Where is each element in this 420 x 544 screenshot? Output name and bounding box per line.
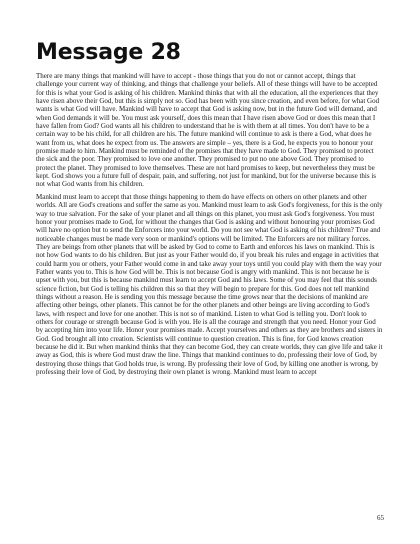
paragraph-1: There are many things that mankind will have to accept - those things that you do not or cannot accept, things that challenge your current way of thinking, and things that challenge your beliefs. All of these things will have to be accepted for this is what your God is asking of his children. Mankind thinks that with all the education, all the experiences that they have risen above their God, but this is simply not so. God has been with you since creation, and even before, for what God wants is what God will have. Mankind will have to accept that God is asking now, but in the future God will demand, and when God demands it will be. You must ask yourself, does this mean that I have risen above God or does this mean that I have fallen from God? God wants all his children to understand that he is with them at all times. You don't have to be a certain way to be his child, for all children are his. The future mankind will continue to ask is there a God, what does he want from us, what does he expect from us. The answers are simple – yes, there is a God, he expects you to honour your promise made to him. Mankind must be reminded of the promises that they have made to God. They promised to protect the sick and the poor. They promised to love one another. They promised to put no one above God. They promised to protect the planet. They promised to love themselves. These are not hard promises to keep, but nevertheless they must be kept. God shows you a future full of despair, pain, and suffering, not just for mankind, but for the universe because this is not what God wants from his children. <box>36 72 380 189</box>
document-body <box>36 72 384 380</box>
page-number: 65 <box>377 514 384 522</box>
paragraph-2: Mankind must learn to accept that those things happening to them do have effects on others on other planets and other worlds. All are God's creations and suffer the same as you. Mankind must learn to ask God's forgiveness, for this is the only way to true salvation. For the sake of your planet and all things on this planet, you must ask God's forgiveness. You must honor your promises made to God, for without the changes that God is asking and without honouring your promises God will have no option but to send the Enforcers into your world. Do you not see what God is asking of his children? True and noticeable changes must be made very soon or mankind's options will be limited. The Enforcers are not military forces. They are beings from other planets that will be asked by God to come to Earth and enforces his laws on mankind. This is not how God wants to do his children. But just as your Father would do, if you break his rules and engage in activities that could harm you or others, your Father would come in and take away your toys until you could play with them the way your Father wants you to. This is how God will be. This is not because God is angry with mankind. This is not because he is upset with you, but this is because mankind must learn to accept God and his laws. Some of you may feel that this sounds science fiction, but God is telling his children this so that they will begin to prepare for this. God does not tell mankind things without a reason. He is sending you this message because the time grows near that the decisions of mankind are affecting other beings, other planets. This cannot be for the other planets and other beings are living according to God's laws, with respect and love for one another. This is not so of mankind. Listen to what God is telling you. Don't look to others for courage or strength because God is with you. He is all the courage and strength that you need. Honor your God by accepting him into your life. Honor your promises made. Accept yourselves and others as they are brothers and sisters in God. God brought all into creation. Scientists will continue to question creation. This is fine, for God knows creation because he did it. But when mankind thinks that they can become God, they can create worlds, they can give life and take it away as God, this is where God must draw the line. Things that mankind continues to do, professing their love of God, by destroying those things that God holds true, is wrong. By professing their love of God, by killing one another is wrong, by professing their love of God, by destroying their own planet is wrong. Mankind must learn to accept <box>36 192 383 377</box>
page-title: Message 28 <box>36 40 181 65</box>
